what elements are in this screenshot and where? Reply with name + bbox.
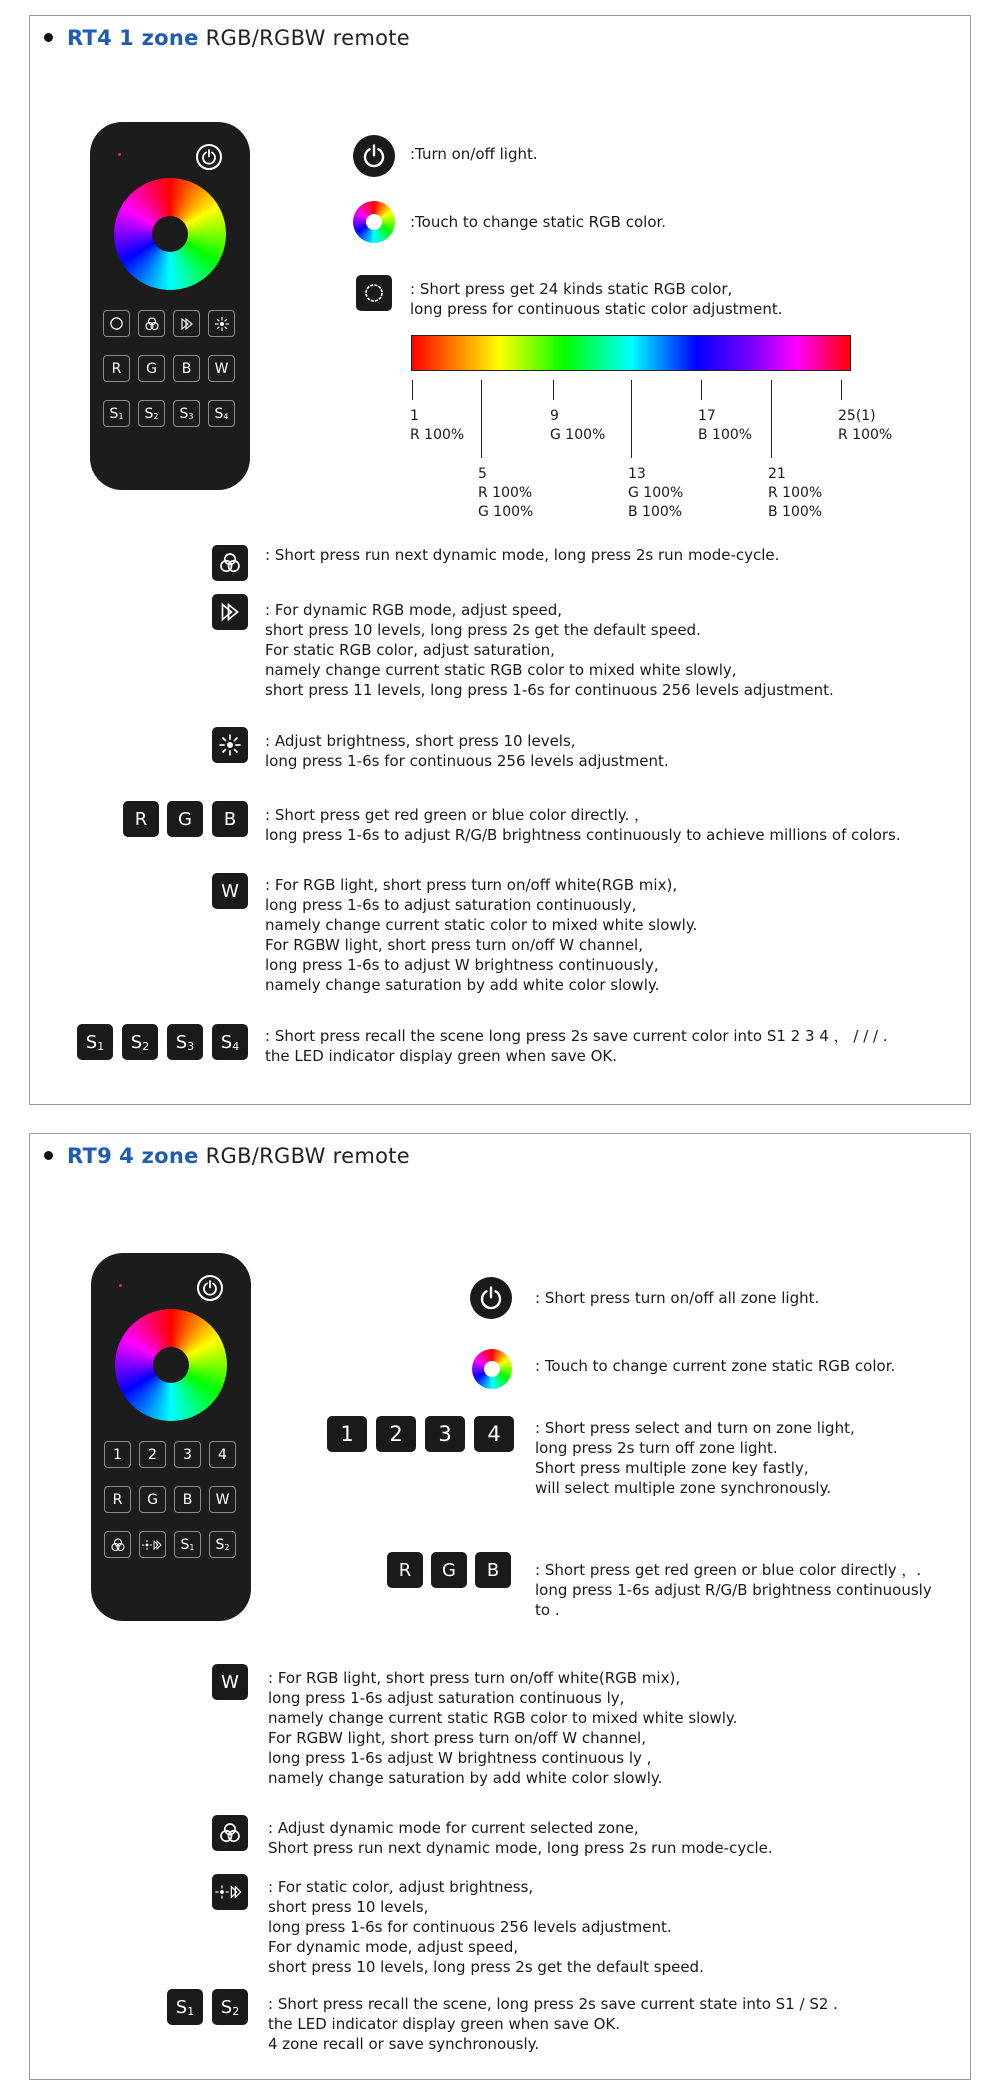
key-sub: 1 [189,1543,195,1552]
remote-key-2: 2 [139,1441,166,1468]
w-description [265,875,697,995]
section-title [44,1144,410,1168]
rgb-description [265,805,901,845]
desc-line: Short press run next dynamic mode, long press 2s run mode-cycle. [268,1839,773,1857]
spectrum-tick [481,380,482,458]
remote-key-s1 [174,1531,201,1558]
wheel-description: :Touch to change static RGB color. [410,213,667,231]
desc-line: For dynamic mode, adjust speed, [268,1938,519,1956]
key-zone-4: 4 [474,1416,514,1452]
desc-line: : Adjust dynamic mode for current selected zone, [268,1819,639,1837]
desc-line: the LED indicator display green when save OK. [268,2015,621,2033]
title-rest: RGB/RGBW remote [205,26,410,50]
power-icon [470,1277,512,1319]
key-s3 [167,1024,203,1060]
speed-icon [173,310,200,337]
key-s2 [122,1024,158,1060]
remote-key-b: B [173,355,200,382]
circle-icon [356,275,392,311]
speed-icon [212,594,248,630]
key-g: G [431,1552,467,1588]
color-spectrum-bar [411,335,851,371]
desc-line: long press 1-6s to adjust W brightness continuously, [265,956,659,974]
remote-key-w: W [209,1486,236,1513]
circle-description [410,279,783,319]
key-r: R [387,1552,423,1588]
spectrum-tick [553,380,554,400]
title-model: RT9 [67,1144,113,1168]
key-letter: S [130,1031,143,1053]
key-sub: 3 [187,1039,195,1053]
key-sub: 2 [153,412,159,421]
desc-line: namely change current static color to mixed white slowly. [265,916,698,934]
spectrum-label-21: 21 R 100% B 100% [768,466,823,520]
remote-key-3: 3 [174,1441,201,1468]
brightness-speed-description [268,1877,704,1977]
color-wheel-icon [353,201,395,243]
desc-line: short press 10 levels, [268,1898,429,1916]
brightness-speed-icon [139,1531,166,1558]
remote-key-g: G [139,1486,166,1513]
desc-line: will select multiple zone synchronously. [535,1479,832,1497]
desc-line: long press 2s turn off zone light. [535,1439,778,1457]
brightness-speed-icon [212,1874,248,1910]
desc-line: : For dynamic RGB mode, adjust speed, [265,601,563,619]
desc-line: : Short press select and turn on zone light, [535,1419,855,1437]
desc-line: 4 zone recall or save synchronously. [268,2035,540,2053]
power-icon [353,135,395,177]
mode-icon [212,545,248,581]
power-description: :Turn on/off light. [410,145,538,163]
key-letter: S [144,405,154,422]
remote-image [91,1253,251,1621]
key-s1 [167,1989,203,2025]
desc-line: long press for continuous static color adjustment. [410,300,783,318]
title-rest: RGB/RGBW remote [205,1144,410,1168]
spectrum-tick [412,380,413,400]
key-letter: S [220,1996,233,2018]
color-wheel-icon [472,1349,512,1389]
desc-line: namely change saturation by add white color slowly. [268,1769,663,1787]
zone-description [535,1418,855,1498]
brightness-description [265,731,669,771]
desc-line: : Short press run next dynamic mode, long press 2s run mode-cycle. [265,546,780,564]
spectrum-label-5: 5 R 100% G 100% [478,466,534,520]
desc-line: : For static color, adjust brightness, [268,1878,534,1896]
desc-line: Short press multiple zone key fastly, [535,1459,809,1477]
key-sub: 2 [232,2004,240,2018]
remote-key-b: B [174,1486,201,1513]
color-wheel-icon [114,178,226,290]
key-sub: 3 [188,412,194,421]
key-letter: S [175,1031,188,1053]
title-zone: 4 zone [119,1144,199,1168]
desc-line: namely change current static RGB color to mixed white slowly, [265,661,737,679]
key-sub: 2 [142,1039,150,1053]
key-b: B [212,801,248,837]
remote-key-w: W [208,355,235,382]
desc-line: : Short press recall the scene, long press 2s save current state into S1 / S2 . [268,1995,838,2013]
desc-line: : For RGB light, short press turn on/off white(RGB mix), [265,876,678,894]
section-rt9 [29,1133,971,2080]
key-w: W [212,873,248,909]
remote-key-r: R [103,355,130,382]
desc-line: namely change saturation by add white color slowly. [265,976,660,994]
title-zone: 1 zone [119,26,199,50]
indicator-led [118,153,121,156]
remote-key-g: G [138,355,165,382]
desc-line: : Short press get red green or blue color directly ，. [535,1561,922,1579]
brightness-icon [208,310,235,337]
key-g: G [167,801,203,837]
desc-line: short press 10 levels, long press 2s get the default speed. [265,621,701,639]
key-letter: S [180,1536,190,1553]
remote-key-s2 [138,400,165,427]
mode-icon [138,310,165,337]
remote-key-4: 4 [209,1441,236,1468]
desc-line: long press 1-6s adjust W brightness continuous ly , [268,1749,652,1767]
spectrum-tick [631,380,632,458]
w-description [268,1668,737,1788]
desc-line: long press 1-6s for continuous 256 levels adjustment. [265,752,669,770]
key-letter: S [215,1536,225,1553]
key-sub: 2 [224,1543,230,1552]
spectrum-label-25: 25(1) R 100% [838,408,893,443]
spectrum-tick [841,380,842,400]
key-w: W [212,1664,248,1700]
power-icon [197,1275,223,1301]
desc-line: : Adjust brightness, short press 10 levels, [265,732,576,750]
brightness-icon [212,727,248,763]
spectrum-tick [771,380,772,458]
power-description: : Short press turn on/off all zone light. [535,1289,820,1307]
desc-line: : Short press get red green or blue color directly. ， [265,806,650,824]
desc-line: short press 10 levels, long press 2s get the default speed. [268,1958,704,1976]
bullet-icon [44,33,53,42]
desc-line: short press 11 levels, long press 1-6s for continuous 256 levels adjustment. [265,681,834,699]
title-model: RT4 [67,26,113,50]
desc-line: long press 1-6s to adjust R/G/B brightness continuously to achieve millions of colors. [265,826,901,844]
key-zone-1: 1 [327,1416,367,1452]
desc-line: For static RGB color, adjust saturation, [265,641,555,659]
rgb-description [535,1560,932,1620]
mode-description [268,1818,773,1858]
spectrum-tick [701,380,702,400]
section-rt4 [29,15,971,1105]
remote-key-r: R [104,1486,131,1513]
section-title [44,26,410,50]
indicator-led [119,1284,122,1287]
remote-image [90,122,250,490]
key-zone-2: 2 [376,1416,416,1452]
desc-line: : Short press get 24 kinds static RGB color, [410,280,733,298]
spectrum-label-17: 17 B 100% [698,408,753,443]
key-sub: 1 [187,2004,195,2018]
color-wheel-icon [115,1309,227,1421]
key-letter: S [175,1996,188,2018]
desc-line: namely change current static RGB color to mixed white slowly. [268,1709,738,1727]
spectrum-label-13: 13 G 100% B 100% [628,466,684,520]
key-sub: 1 [97,1039,105,1053]
remote-key-s2 [209,1531,236,1558]
key-r: R [123,801,159,837]
key-letter: S [179,405,189,422]
key-letter: S [214,405,224,422]
desc-line: For RGBW light, short press turn on/off W channel, [265,936,643,954]
spectrum-label-1: 1 R 100% [410,408,465,443]
desc-line: : For RGB light, short press turn on/off white(RGB mix), [268,1669,681,1687]
key-zone-3: 3 [425,1416,465,1452]
key-letter: S [85,1031,98,1053]
spectrum-label-9: 9 G 100% [550,408,606,443]
wheel-description: : Touch to change current zone static RGB color. [535,1357,896,1375]
key-sub: 4 [223,412,229,421]
desc-line: : Short press recall the scene long press 2s save current color into S1 2 3 4 ， / / / . [265,1027,888,1045]
mode-icon [104,1531,131,1558]
mode-description [265,545,779,565]
key-sub: 1 [118,412,124,421]
key-s2 [212,1989,248,2025]
scene-description [265,1026,888,1066]
circle-icon [103,310,130,337]
desc-line: For RGBW light, short press turn on/off W channel, [268,1729,646,1747]
key-b: B [475,1552,511,1588]
key-s1 [77,1024,113,1060]
desc-line: long press 1-6s adjust saturation continuous ly, [268,1689,625,1707]
speed-description [265,600,834,700]
scene-description [268,1994,838,2054]
mode-icon [212,1815,248,1851]
desc-line: the LED indicator display green when save OK. [265,1047,618,1065]
key-sub: 4 [232,1039,240,1053]
key-letter: S [220,1031,233,1053]
bullet-icon [44,1151,53,1160]
key-letter: S [109,405,119,422]
key-s4 [212,1024,248,1060]
desc-line: to . [535,1601,560,1619]
desc-line: long press 1-6s adjust R/G/B brightness continuously [535,1581,932,1599]
remote-key-s4 [208,400,235,427]
power-icon [196,144,222,170]
remote-key-1: 1 [104,1441,131,1468]
remote-key-s1 [103,400,130,427]
remote-key-s3 [173,400,200,427]
desc-line: long press 1-6s for continuous 256 levels adjustment. [268,1918,672,1936]
desc-line: long press 1-6s to adjust saturation continuously, [265,896,637,914]
